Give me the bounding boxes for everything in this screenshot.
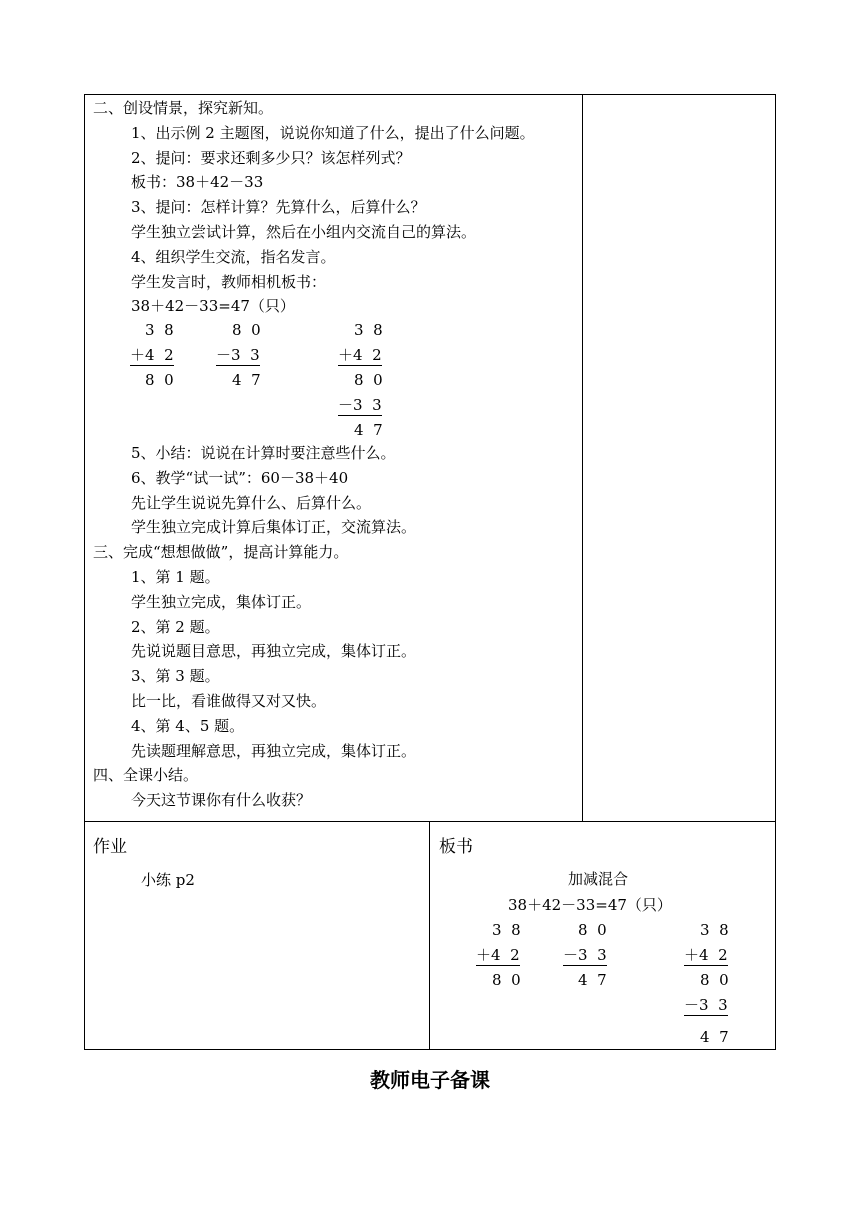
- lesson-line: 4、第 4、5 题。: [131, 716, 245, 735]
- lesson-line: 38＋42－33=47（只）: [131, 297, 295, 316]
- board-calc-c5: 4 7: [700, 1028, 729, 1046]
- lesson-line: 先说说题目意思，再独立完成，集体订正。: [131, 642, 417, 661]
- board-equation: 38＋42－33=47（只）: [508, 896, 672, 914]
- lesson-line: 三、完成“想想做做”，提高计算能力。: [93, 543, 349, 562]
- calc-b3: 4 7: [232, 371, 261, 389]
- board-calc-b3: 4 7: [578, 971, 607, 989]
- lesson-line: 学生独立完成计算后集体订正，交流算法。: [131, 518, 417, 537]
- board-calc-b2: －3 3: [563, 946, 607, 964]
- board-calc-c3: 8 0: [700, 971, 729, 989]
- lesson-line: 5、小结：说说在计算时要注意些什么。: [131, 444, 396, 462]
- board-calc-c2: ＋4 2: [684, 946, 728, 964]
- lesson-line: 2、第 2 题。: [131, 617, 220, 636]
- calc-c3: 8 0: [354, 371, 383, 389]
- calc-c4: －3 3: [338, 396, 382, 414]
- lesson-line: 4、组织学生交流，指名发言。: [131, 247, 336, 266]
- board-calc-a2: ＋4 2: [476, 946, 520, 964]
- lesson-line: 板书：38＋42－33: [131, 173, 264, 192]
- lesson-line: 学生发言时，教师相机板书：: [131, 272, 327, 291]
- board-calc-c4: －3 3: [684, 996, 728, 1014]
- lesson-line: 3、第 3 题。: [131, 667, 220, 686]
- lesson-line: 先让学生说说先算什么、后算什么。: [131, 493, 372, 512]
- top-column-divider: [582, 94, 583, 821]
- calc-c2: ＋4 2: [338, 346, 382, 364]
- lesson-line: 今天这节课你有什么收获？: [131, 791, 312, 810]
- lesson-line: 学生独立完成，集体订正。: [131, 592, 312, 611]
- calc-a2: ＋4 2: [130, 346, 174, 364]
- board-calc-b1: 8 0: [578, 921, 607, 939]
- lesson-line: 学生独立尝试计算，然后在小组内交流自己的算法。: [131, 223, 477, 241]
- bottom-column-divider: [429, 821, 430, 1050]
- homework-label: 作业: [93, 837, 127, 857]
- lesson-line: 二、创设情景，探究新知。: [93, 99, 274, 117]
- board-label: 板书: [439, 837, 473, 857]
- board-calc-a1: 3 8: [492, 921, 521, 939]
- board-calc-c1: 3 8: [700, 921, 729, 939]
- lesson-line: 1、出示例 2 主题图，说说你知道了什么，提出了什么问题。: [131, 123, 535, 142]
- lesson-line: 四、全课小结。: [93, 766, 199, 785]
- lesson-line: 2、提问：要求还剩多少只？该怎样列式？: [131, 148, 411, 167]
- section-divider: [84, 821, 776, 822]
- board-calc-a3: 8 0: [492, 971, 521, 989]
- homework-content: 小练 p2: [141, 871, 195, 889]
- lesson-line: 比一比，看谁做得又对又快。: [131, 692, 327, 710]
- lesson-line: 先读题理解意思，再独立完成，集体订正。: [131, 741, 417, 760]
- calc-c5: 4 7: [354, 421, 383, 439]
- calc-a1: 3 8: [145, 321, 174, 339]
- lesson-line: 3、提问：怎样计算？先算什么，后算什么？: [131, 198, 426, 217]
- calc-c1: 3 8: [354, 321, 383, 339]
- board-title: 加减混合: [568, 870, 629, 888]
- calc-b1: 8 0: [232, 321, 261, 339]
- calc-b2: －3 3: [216, 346, 260, 364]
- lesson-line: 6、教学“试一试”：60－38＋40: [131, 468, 349, 487]
- calc-a3: 8 0: [145, 371, 174, 389]
- lesson-line: 1、第 1 题。: [131, 568, 220, 586]
- page-footer-title: 教师电子备课: [370, 1068, 490, 1092]
